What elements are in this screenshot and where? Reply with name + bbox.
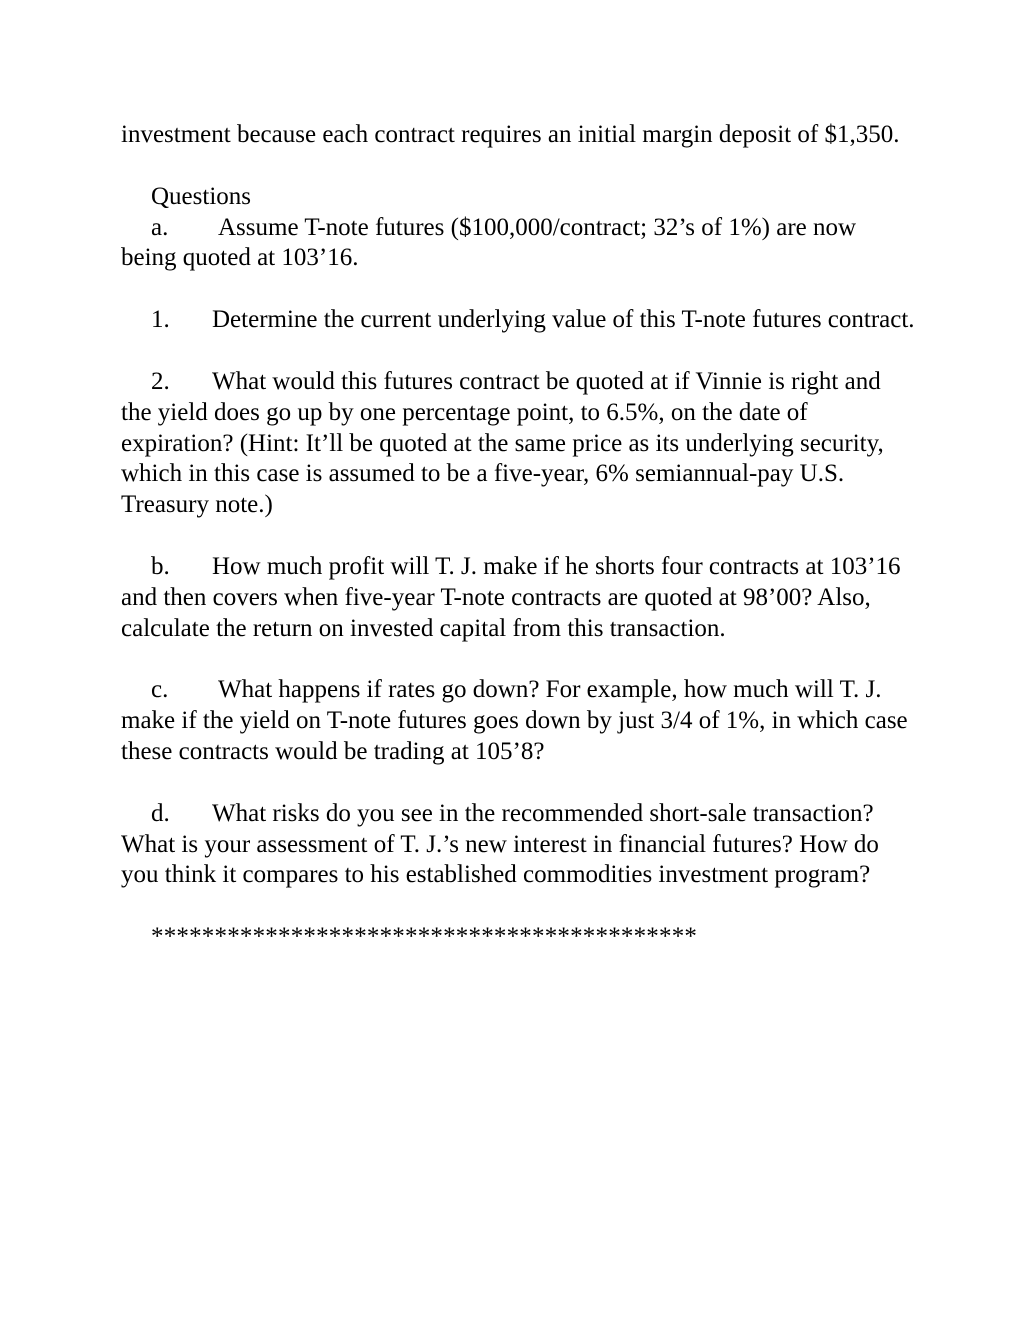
question-a <box>121 213 916 275</box>
questions-heading <box>121 182 916 213</box>
question-1-marker: 1. <box>151 306 170 334</box>
separator-stars: ******************************************* <box>151 923 698 951</box>
question-a-marker: a. <box>151 213 169 241</box>
question-2-marker: 2. <box>151 367 170 395</box>
intro-paragraph: investment because each contract requires an initial margin deposit of $1,350. <box>121 121 900 148</box>
question-1-text: Determine the current underlying value of this T-note futures contract. <box>212 306 915 334</box>
question-a-text: Assume T-note futures ($100,000/contract; 32’s of 1%) are now being quoted at 103’16. <box>121 213 857 272</box>
question-b <box>121 552 916 644</box>
document-page <box>121 120 916 953</box>
question-c-marker: c. <box>151 676 169 704</box>
separator-line <box>121 922 916 953</box>
question-c <box>121 675 916 767</box>
question-b-marker: b. <box>151 552 170 580</box>
question-d-marker: d. <box>151 799 170 827</box>
question-b-text: How much profit will T. J. make if he shorts four contracts at 103’16 and then covers when five-year T-note contracts are quoted at 98’00? Also, calculate the return on invested capital from this transaction. <box>121 552 901 642</box>
question-1 <box>121 305 916 336</box>
question-d <box>121 799 916 891</box>
question-2-text: What would this futures contract be quoted at if Vinnie is right and the yield does go up by one percentage point, to 6.5%, on the date of expiration? (Hint: It’ll be quoted at the same price as its underlying security, which in this case is assumed to be a five-year, 6% semiannual-pay U.S. Treasury note.) <box>121 367 884 519</box>
question-c-text: What happens if rates go down? For example, how much will T. J. make if the yield on T-note futures goes down by just 3/4 of 1%, in which case these contracts would be trading at 105’8? <box>121 676 908 765</box>
question-2 <box>121 367 916 521</box>
questions-heading-text: Questions <box>151 182 251 210</box>
question-d-text: What risks do you see in the recommended short-sale transaction? What is your assessment of T. J.’s new interest in financial futures? How do you think it compares to his established commodities investment program? <box>121 799 879 889</box>
